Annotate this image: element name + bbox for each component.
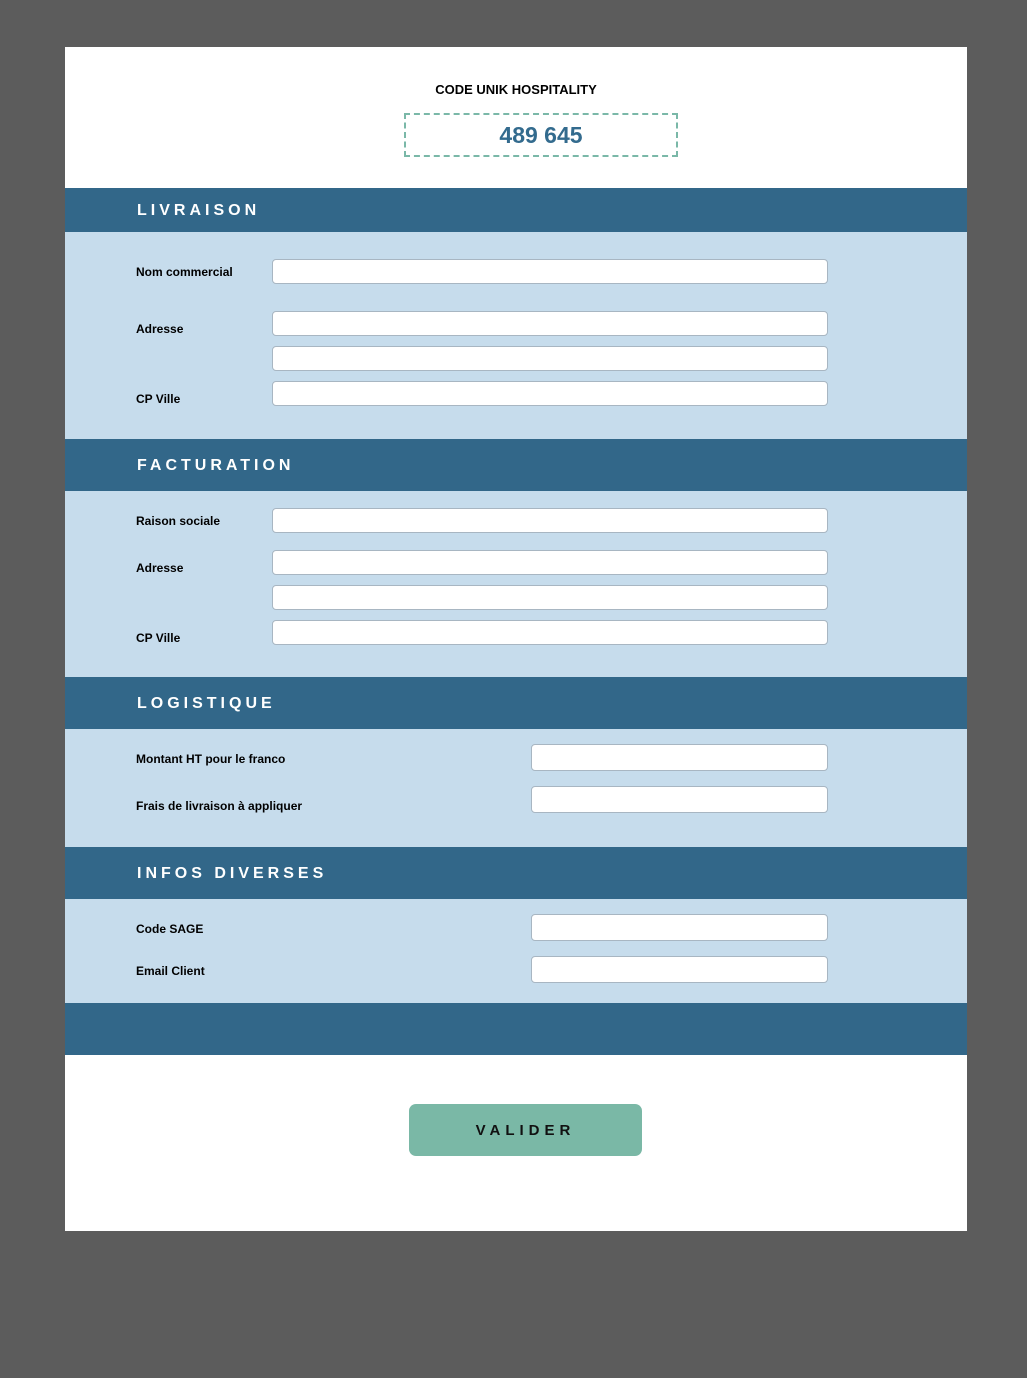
email-client-label: Email Client bbox=[136, 964, 205, 978]
section-title-logistique: LOGISTIQUE bbox=[137, 695, 276, 712]
raison-sociale-label: Raison sociale bbox=[136, 514, 221, 528]
nom-commercial-input[interactable] bbox=[272, 259, 828, 284]
frais-livraison-label: Frais de livraison à appliquer bbox=[136, 799, 303, 813]
section-header-infos-diverses bbox=[65, 847, 967, 899]
montant-franco-input[interactable] bbox=[531, 744, 828, 771]
section-title-facturation: FACTURATION bbox=[137, 457, 295, 474]
form-card bbox=[65, 47, 967, 1231]
section-header-facturation bbox=[65, 439, 967, 491]
section-panel-facturation bbox=[65, 491, 967, 677]
livraison-adresse-label: Adresse bbox=[136, 322, 184, 336]
facturation-adresse-label: Adresse bbox=[136, 561, 184, 575]
section-header-logistique bbox=[65, 677, 967, 729]
email-client-input[interactable] bbox=[531, 956, 828, 983]
section-header-livraison bbox=[65, 188, 967, 232]
facturation-adresse-line2-input[interactable] bbox=[272, 585, 828, 610]
section-title-livraison: LIVRAISON bbox=[137, 202, 261, 219]
livraison-adresse-line2-input[interactable] bbox=[272, 346, 828, 371]
footer-band bbox=[65, 1003, 967, 1055]
facturation-adresse-line1-input[interactable] bbox=[272, 550, 828, 575]
raison-sociale-input[interactable] bbox=[272, 508, 828, 533]
section-panel-infos-diverses bbox=[65, 899, 967, 1003]
facturation-cp-ville-input[interactable] bbox=[272, 620, 828, 645]
code-title: CODE UNIK HOSPITALITY bbox=[435, 82, 597, 97]
section-panel-logistique bbox=[65, 729, 967, 847]
valider-button[interactable]: VALIDER bbox=[409, 1104, 642, 1156]
code-value-box: 489 645 bbox=[404, 113, 678, 157]
facturation-cp-ville-label: CP Ville bbox=[136, 631, 181, 645]
livraison-adresse-line1-input[interactable] bbox=[272, 311, 828, 336]
montant-franco-label: Montant HT pour le franco bbox=[136, 752, 286, 766]
code-sage-label: Code SAGE bbox=[136, 922, 204, 936]
frais-livraison-input[interactable] bbox=[531, 786, 828, 813]
nom-commercial-label: Nom commercial bbox=[136, 265, 233, 279]
livraison-cp-ville-input[interactable] bbox=[272, 381, 828, 406]
code-sage-input[interactable] bbox=[531, 914, 828, 941]
livraison-cp-ville-label: CP Ville bbox=[136, 392, 181, 406]
section-title-infos-diverses: INFOS DIVERSES bbox=[137, 865, 328, 882]
section-panel-livraison bbox=[65, 232, 967, 439]
